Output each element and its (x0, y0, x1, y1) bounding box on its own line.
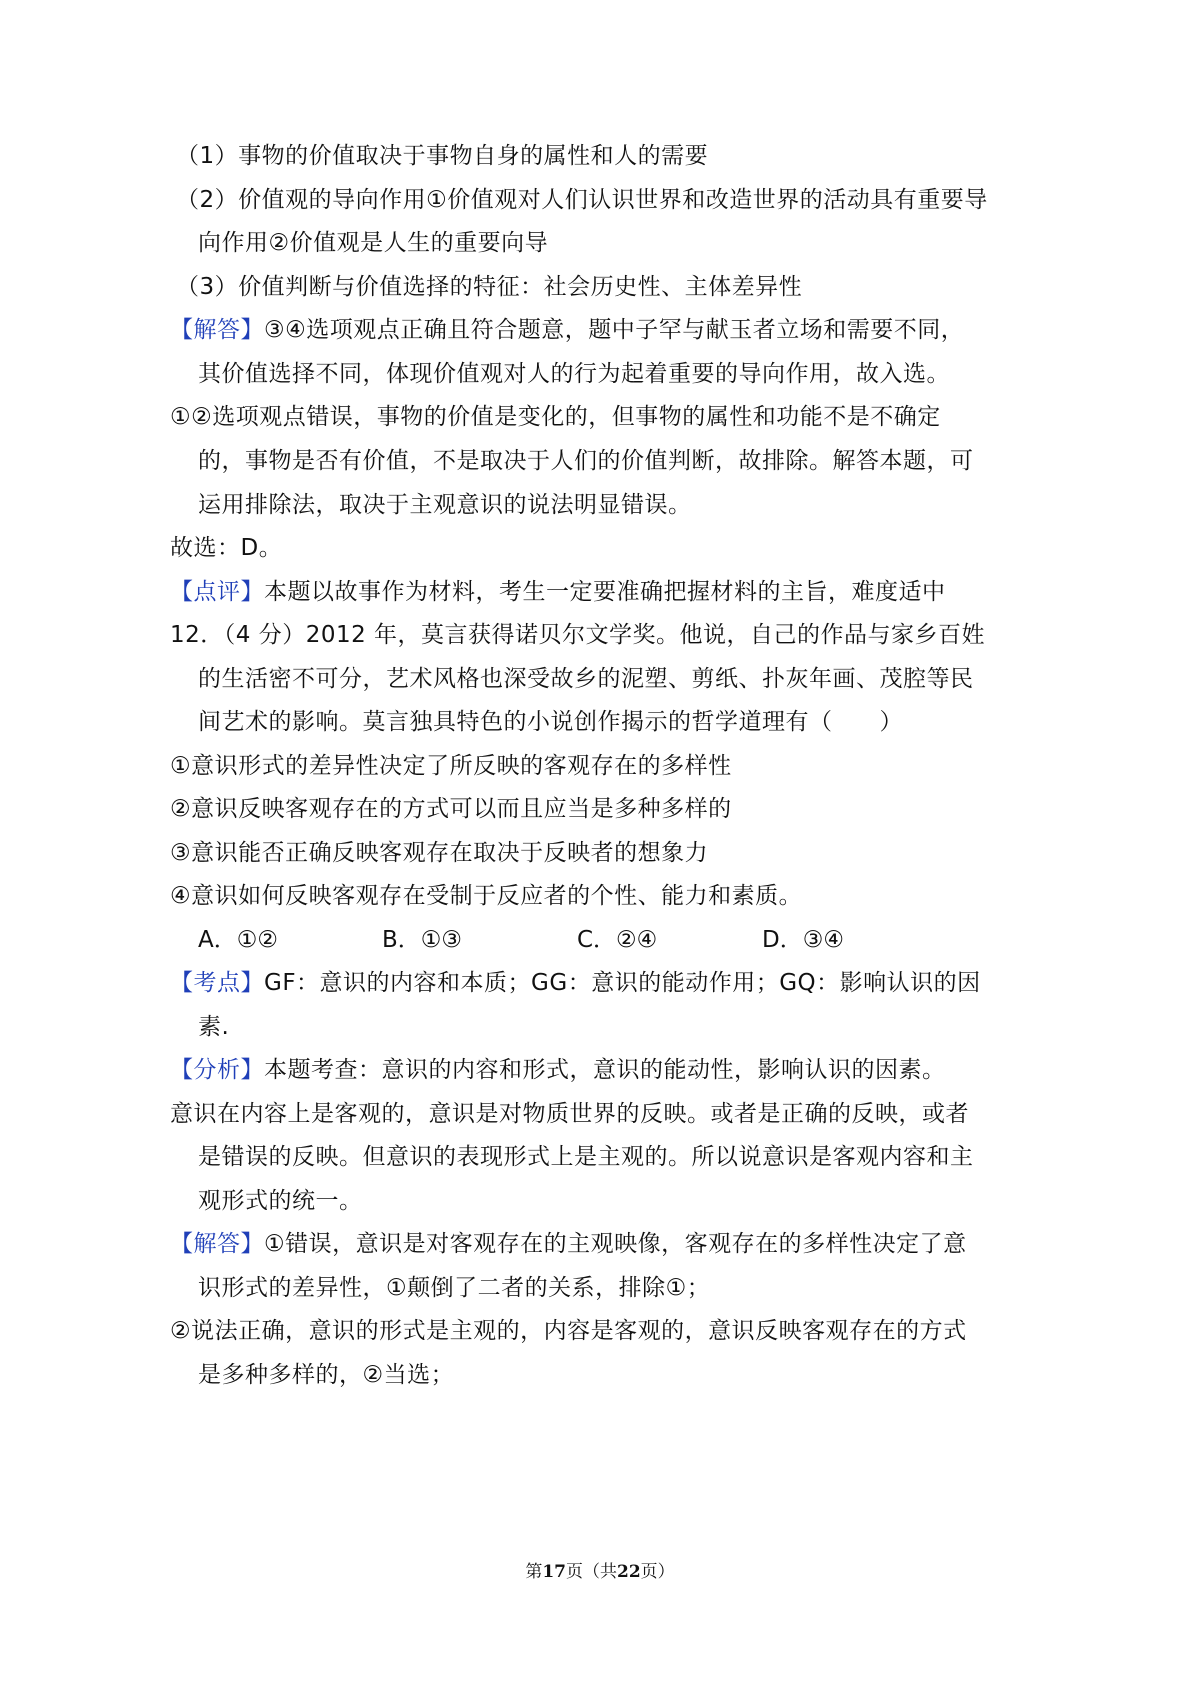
text-span: 本题考查：意识的内容和形式，意识的能动性，影响认识的因素。 (264, 1057, 946, 1083)
answer-tag: 【解答】 (170, 317, 264, 343)
text-line: 的，事物是否有价值，不是取决于人们的价值判断，故排除。解答本题，可 (198, 448, 974, 474)
kaodian-paragraph (170, 968, 981, 998)
text-line: 观形式的统一。 (198, 1188, 363, 1214)
statement-line: ③意识能否正确反映客观存在取决于反映者的想象力 (170, 840, 709, 866)
text-line: ①②选项观点错误，事物的价值是变化的，但事物的属性和功能不是不确定 (170, 404, 941, 430)
analysis-paragraph (170, 1055, 946, 1085)
text-line: 是错误的反映。但意识的表现形式上是主观的。所以说意识是客观内容和主 (198, 1144, 974, 1170)
text-span: ①错误，意识是对客观存在的主观映像，客观存在的多样性决定了意 (264, 1231, 967, 1257)
text-line: （2）价值观的导向作用①价值观对人们认识世界和改造世界的活动具有重要导 (176, 187, 988, 213)
text-line: 意识在内容上是客观的，意识是对物质世界的反映。或者是正确的反映，或者 (170, 1101, 969, 1127)
text-line: 故选：D。 (170, 535, 283, 561)
answer-paragraph (170, 315, 964, 345)
statement-line: ②意识反映客观存在的方式可以而且应当是多种多样的 (170, 796, 732, 822)
option-a: A．①② (198, 927, 278, 953)
text-line: 其价值选择不同，体现价值观对人的行为起着重要的导向作用，故入选。 (198, 361, 950, 387)
text-line: （1）事物的价值取决于事物自身的属性和人的需要 (176, 143, 709, 169)
text-line: 素. (198, 1014, 230, 1040)
analysis-tag: 【分析】 (170, 1057, 264, 1083)
statement-line: ①意识形式的差异性决定了所反映的客观存在的多样性 (170, 753, 732, 779)
text-line: 的生活密不可分，艺术风格也深受故乡的泥塑、剪纸、扑灰年画、茂腔等民 (198, 666, 974, 692)
text-line: 间艺术的影响。莫言独具特色的小说创作揭示的哲学道理有（ ） (198, 709, 903, 735)
current-page-number: 17 (542, 1562, 566, 1582)
footer-suffix: 页） (640, 1562, 675, 1582)
kaodian-tag: 【考点】 (170, 970, 264, 996)
footer-prefix: 第 (525, 1562, 543, 1582)
statement-line: ④意识如何反映客观存在受制于反应者的个性、能力和素质。 (170, 883, 803, 909)
text-line: 运用排除法，取决于主观意识的说法明显错误。 (198, 492, 692, 518)
question-line: 12．（4 分）2012 年，莫言获得诺贝尔文学奖。他说，自己的作品与家乡百姓 (170, 622, 986, 648)
text-line: 识形式的差异性，①颠倒了二者的关系，排除①； (198, 1275, 711, 1301)
text-span: 本题以故事作为材料，考生一定要准确把握材料的主旨，难度适中 (264, 579, 946, 605)
option-c: C．②④ (577, 927, 658, 953)
text-span: ③④选项观点正确且符合题意，题中子罕与献玉者立场和需要不同， (264, 317, 965, 343)
comment-paragraph (170, 577, 946, 607)
answer-tag: 【解答】 (170, 1231, 264, 1257)
option-d: D．③④ (762, 927, 844, 953)
total-pages-number: 22 (617, 1562, 641, 1582)
option-b: B．①③ (382, 927, 463, 953)
comment-tag: 【点评】 (170, 579, 264, 605)
text-line: 是多种多样的，②当选； (198, 1362, 455, 1388)
text-line: （3）价值判断与价值选择的特征：社会历史性、主体差异性 (176, 274, 803, 300)
text-span: GF：意识的内容和本质；GG：意识的能动作用；GQ：影响认识的因 (264, 970, 981, 996)
text-line: ②说法正确，意识的形式是主观的，内容是客观的，意识反映客观存在的方式 (170, 1318, 967, 1344)
page-footer (0, 1557, 1200, 1582)
answer-paragraph (170, 1229, 967, 1259)
text-line: 向作用②价值观是人生的重要向导 (198, 230, 549, 256)
footer-middle: 页（共 (566, 1562, 617, 1582)
